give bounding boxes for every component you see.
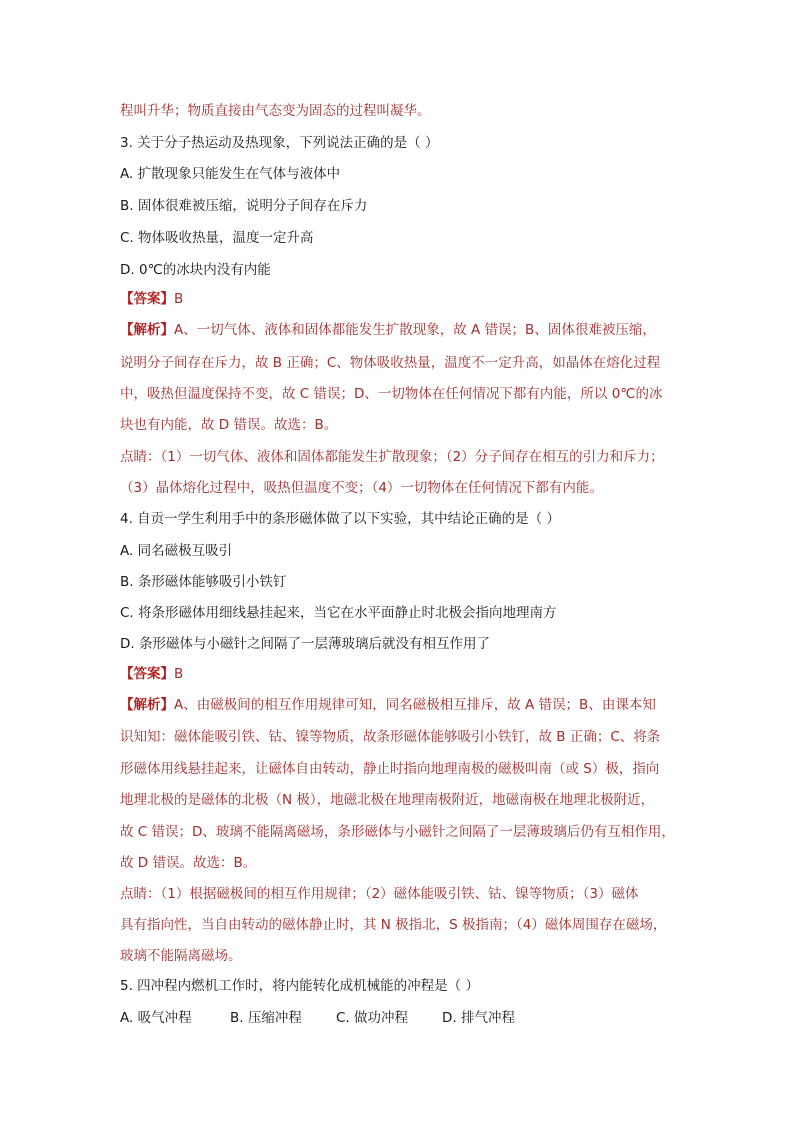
q4-analysis-line-3: 形磁体用线悬挂起来，让磁体自由转动，静止时指向地理南极的磁极叫南（或 S）极，指向: [120, 761, 660, 777]
q4-option-b: B. 条形磁体能够吸引小铁钉: [120, 574, 287, 590]
q4-analysis-line-1: [120, 695, 656, 715]
q5-option-a: A. 吸气冲程: [120, 1010, 192, 1026]
q3-analysis-line-3: 中，吸热但温度保持不变，故 C 错误；D、一切物体在任何情况下都有内能，所以 0℃的冰: [120, 386, 663, 402]
q3-answer-value: B: [174, 291, 184, 307]
q4-comment-line-3: 玻璃不能隔离磁场。: [120, 948, 242, 964]
q4-analysis-line-5: 故 C 错误；D、玻璃不能隔离磁场，条形磁体与小磁针之间隔了一层薄玻璃后仍有互相作用，: [120, 824, 675, 840]
q5-option-c: C. 做功冲程: [336, 1010, 409, 1026]
q3-answer: [120, 289, 183, 309]
intro-line: 程叫升华；物质直接由气态变为固态的过程叫凝华。: [120, 103, 431, 119]
q3-analysis-line-2: 说明分子间存在斥力，故 B 正确；C、物体吸收热量，温度不一定升高，如晶体在熔化过程: [120, 355, 661, 371]
q4-analysis-line-2: 识知知：磁体能吸引铁、钴、镍等物质，故条形磁体能够吸引小铁钉，故 B 正确；C、将条: [120, 729, 661, 745]
q4-option-a: A. 同名磁极互吸引: [120, 543, 233, 559]
q3-analysis-text-1: A、一切气体、液体和固体都能发生扩散现象，故 A 错误；B、固体很难被压缩，: [174, 322, 656, 338]
q4-analysis-text-1: A、由磁极间的相互作用规律可知，同名磁极相互排斥，故 A 错误；B、由课本知: [174, 697, 656, 713]
q5-stem: 5. 四冲程内燃机工作时，将内能转化成机械能的冲程是（ ）: [120, 978, 479, 994]
q3-analysis-line-4: 块也有内能，故 D 错误。故选：B。: [120, 417, 338, 433]
q3-option-b: B. 固体很难被压缩，说明分子间存在斥力: [120, 198, 368, 214]
q3-option-c: C. 物体吸收热量，温度一定升高: [120, 230, 314, 246]
q4-option-d: D. 条形磁体与小磁针之间隔了一层薄玻璃后就没有相互作用了: [120, 636, 490, 652]
q4-answer: [120, 664, 183, 684]
q4-analysis-line-6: 故 D 错误。故选：B。: [120, 855, 257, 871]
q4-comment-line-2: 具有指向性，当自由转动的磁体静止时，其 N 极指北，S 极指南；（4）磁体周围存在磁场，: [120, 917, 667, 933]
q4-analysis-tag: 【解析】: [120, 697, 174, 713]
q3-analysis-line-1: [120, 320, 656, 340]
q4-comment-line-1: 点睛：（1）根据磁极间的相互作用规律；（2）磁体能吸引铁、钴、镍等物质；（3）磁体: [120, 886, 639, 902]
q4-option-c: C. 将条形磁体用细线悬挂起来，当它在水平面静止时北极会指向地理南方: [120, 605, 557, 621]
q3-option-a: A. 扩散现象只能发生在气体与液体中: [120, 166, 341, 182]
q3-answer-tag: 【答案】: [120, 291, 174, 307]
q4-stem: 4. 自贡一学生利用手中的条形磁体做了以下实验，其中结论正确的是（ ）: [120, 511, 560, 527]
q3-comment-line-2: （3）晶体熔化过程中，吸热但温度不变；（4）一切物体在任何情况下都有内能。: [120, 480, 603, 496]
q3-comment-line-1: 点睛：（1）一切气体、液体和固体都能发生扩散现象；（2）分子间存在相互的引力和斥力；: [120, 449, 664, 465]
q3-stem: 3. 关于分子热运动及热现象，下列说法正确的是（ ）: [120, 135, 439, 151]
q5-options-row: [120, 1008, 515, 1028]
q5-option-d: D. 排气冲程: [442, 1010, 515, 1026]
q3-option-d: D. 0℃的冰块内没有内能: [120, 262, 271, 278]
q5-option-b: B. 压缩冲程: [230, 1010, 302, 1026]
q4-answer-value: B: [174, 666, 184, 682]
q4-answer-tag: 【答案】: [120, 666, 174, 682]
q4-analysis-line-4: 地理北极的是磁体的北极（N 极），地磁北极在地理南极附近，地磁南极在地理北极附近，: [120, 792, 655, 808]
q3-analysis-tag: 【解析】: [120, 322, 174, 338]
